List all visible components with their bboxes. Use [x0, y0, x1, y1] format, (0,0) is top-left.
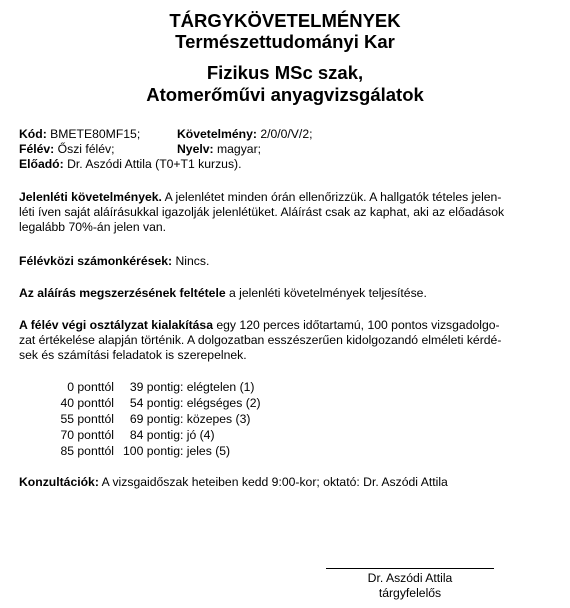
kovetelmeny-value: 2/0/0/V/2;: [260, 127, 313, 141]
title-line-3: Fizikus MSc szak,: [206, 62, 364, 83]
jelenleti-text-1: A jelenlétet minden órán ellenőrizzük. A hallgatók tételes jelen-: [164, 190, 502, 204]
grade-row: [50, 396, 261, 411]
signature-line: [326, 568, 494, 569]
kovetelmeny-label: Követelmény:: [177, 127, 257, 141]
grade-to: 54: [129, 396, 144, 410]
grade-to-word: pontig: elégséges (2): [146, 396, 261, 410]
alairas-value: a jelenléti követelmények teljesítése.: [229, 286, 427, 300]
grade-from-word: ponttól: [77, 396, 114, 410]
title-line-4: Atomerőművi anyagvizsgálatok: [146, 84, 424, 105]
jelenleti-line-3: legalább 70%-án jelen van.: [19, 220, 167, 234]
felevkozi-label: Félévközi számonkérések:: [19, 254, 173, 268]
signature-role: tárgyfelelős: [378, 586, 442, 600]
felevkozi-value: Nincs.: [175, 254, 210, 268]
signature-name: Dr. Aszódi Attila: [367, 571, 453, 585]
konzultaciok-label: Konzultációk:: [19, 475, 99, 489]
eloado-row: [19, 157, 242, 172]
grade-row: [50, 444, 230, 459]
jelenleti-line-1: [19, 190, 501, 205]
osztalyzat-line-1: [19, 318, 500, 333]
eloado-value: Dr. Aszódi Attila (T0+T1 kurzus).: [67, 157, 242, 171]
felev-value: Őszi félév;: [57, 142, 115, 156]
konzultaciok-row: [19, 475, 448, 490]
felev-label: Félév:: [19, 142, 55, 156]
grade-to: 100: [123, 444, 144, 458]
kovetelmeny-row: [177, 127, 312, 142]
grade-from: 40: [60, 396, 74, 410]
grade-from: 0: [67, 380, 74, 394]
grade-from-word: ponttól: [77, 412, 114, 426]
osztalyzat-label: A félév végi osztályzat kialakítása: [19, 318, 213, 332]
nyelv-row: [177, 142, 261, 157]
kod-label: Kód:: [19, 127, 47, 141]
grade-from-word: ponttól: [77, 428, 114, 442]
title-line-1: TÁRGYKÖVETELMÉNYEK: [169, 10, 401, 31]
grade-to-word: pontig: jó (4): [146, 428, 215, 442]
nyelv-label: Nyelv:: [177, 142, 214, 156]
eloado-label: Előadó:: [19, 157, 64, 171]
alairas-row: [19, 286, 427, 301]
grade-row: [50, 380, 255, 395]
kod-row: [19, 127, 140, 142]
grade-from: 70: [60, 428, 74, 442]
grade-to: 39: [129, 380, 144, 394]
grade-to-word: pontig: jeles (5): [146, 444, 231, 458]
felev-row: [19, 142, 115, 157]
grade-to-word: pontig: közepes (3): [146, 412, 251, 426]
nyelv-value: magyar;: [216, 142, 262, 156]
grade-from: 55: [60, 412, 74, 426]
osztalyzat-text-1: egy 120 perces időtartamú, 100 pontos vizsgadolgo-: [216, 318, 500, 332]
felevkozi-row: [19, 254, 209, 269]
grade-from: 85: [60, 444, 74, 458]
jelenleti-line-2: léti íven saját aláírásukkal igazolják jelenlétüket. Aláírást csak az kaphat, aki az előadások: [19, 205, 505, 219]
grade-from-word: ponttól: [77, 380, 114, 394]
alairas-label: Az aláírás megszerzésének feltétele: [19, 286, 226, 300]
grade-row: [50, 412, 250, 427]
grade-to: 84: [129, 428, 144, 442]
konzultaciok-value: A vizsgaidőszak heteiben kedd 9:00-kor; oktató: Dr. Aszódi Attila: [101, 475, 448, 489]
grade-to-word: pontig: elégtelen (1): [146, 380, 255, 394]
kod-value: BMETE80MF15;: [50, 127, 141, 141]
title-line-2: Természettudományi Kar: [175, 31, 395, 52]
osztalyzat-line-3: sek és számítási feladatok is szerepelnek.: [19, 348, 247, 362]
grade-row: [50, 428, 215, 443]
grade-to: 69: [129, 412, 144, 426]
osztalyzat-line-2: zat értékelése alapján történik. A dolgozatban esszészerűen kidolgozandó elméleti kérdé-: [19, 333, 502, 347]
grade-from-word: ponttól: [77, 444, 114, 458]
jelenleti-label: Jelenléti követelmények.: [19, 190, 162, 204]
